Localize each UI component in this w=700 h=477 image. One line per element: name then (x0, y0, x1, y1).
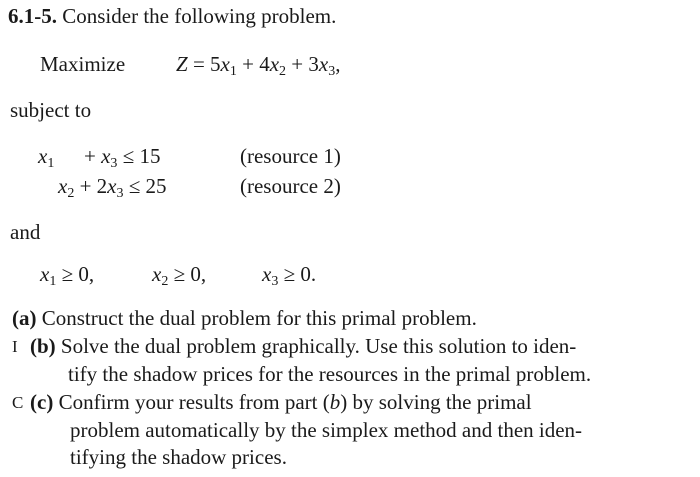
subject-to-label: subject to (10, 98, 92, 122)
part-b-line2: tify the shadow prices for the resources in the primal problem. (68, 362, 592, 386)
constraint-2: $x_2 + 2x_3 \le 25$ (58, 174, 167, 201)
nonneg-x1: $x_1 \ge 0$, (40, 262, 95, 289)
problem-heading (8, 6, 336, 27)
problem-number: 6.1-5. (8, 4, 57, 28)
constraint-2-label: (resource 2) (240, 174, 341, 198)
objective-function: $Z = 5x_1 + 4x_2 + 3x_3$, (176, 52, 341, 79)
part-c-line2: problem automatically by the simplex method and then iden- (70, 418, 583, 442)
part-b-line1: (b) Solve the dual problem graphically. Use this solution to iden- (30, 334, 577, 358)
part-c-line1: (c) Confirm your results from part (b) by solving the primal (30, 390, 532, 414)
part-b-marker: I (12, 337, 18, 356)
constraint-1-x1: $x_1$ (38, 144, 55, 171)
constraint-1-label: (resource 1) (240, 144, 341, 168)
part-a-label: (a) (12, 306, 37, 330)
part-a (12, 308, 477, 329)
part-c-label: (c) (30, 390, 54, 414)
constraint-1-rest: + $x_3 \le 15$ (84, 144, 161, 171)
and-label: and (10, 220, 41, 244)
part-a-text: Construct the dual problem for this primal problem. (41, 306, 477, 330)
part-c-marker: C (12, 393, 24, 412)
part-c-line3: tifying the shadow prices. (70, 445, 287, 469)
nonneg-x3: $x_3 \ge 0$. (262, 262, 317, 289)
problem-intro: Consider the following problem. (62, 4, 337, 28)
nonneg-x2: $x_2 \ge 0$, (152, 262, 207, 289)
objective-keyword: Maximize (40, 52, 126, 76)
part-b-label: (b) (30, 334, 56, 358)
